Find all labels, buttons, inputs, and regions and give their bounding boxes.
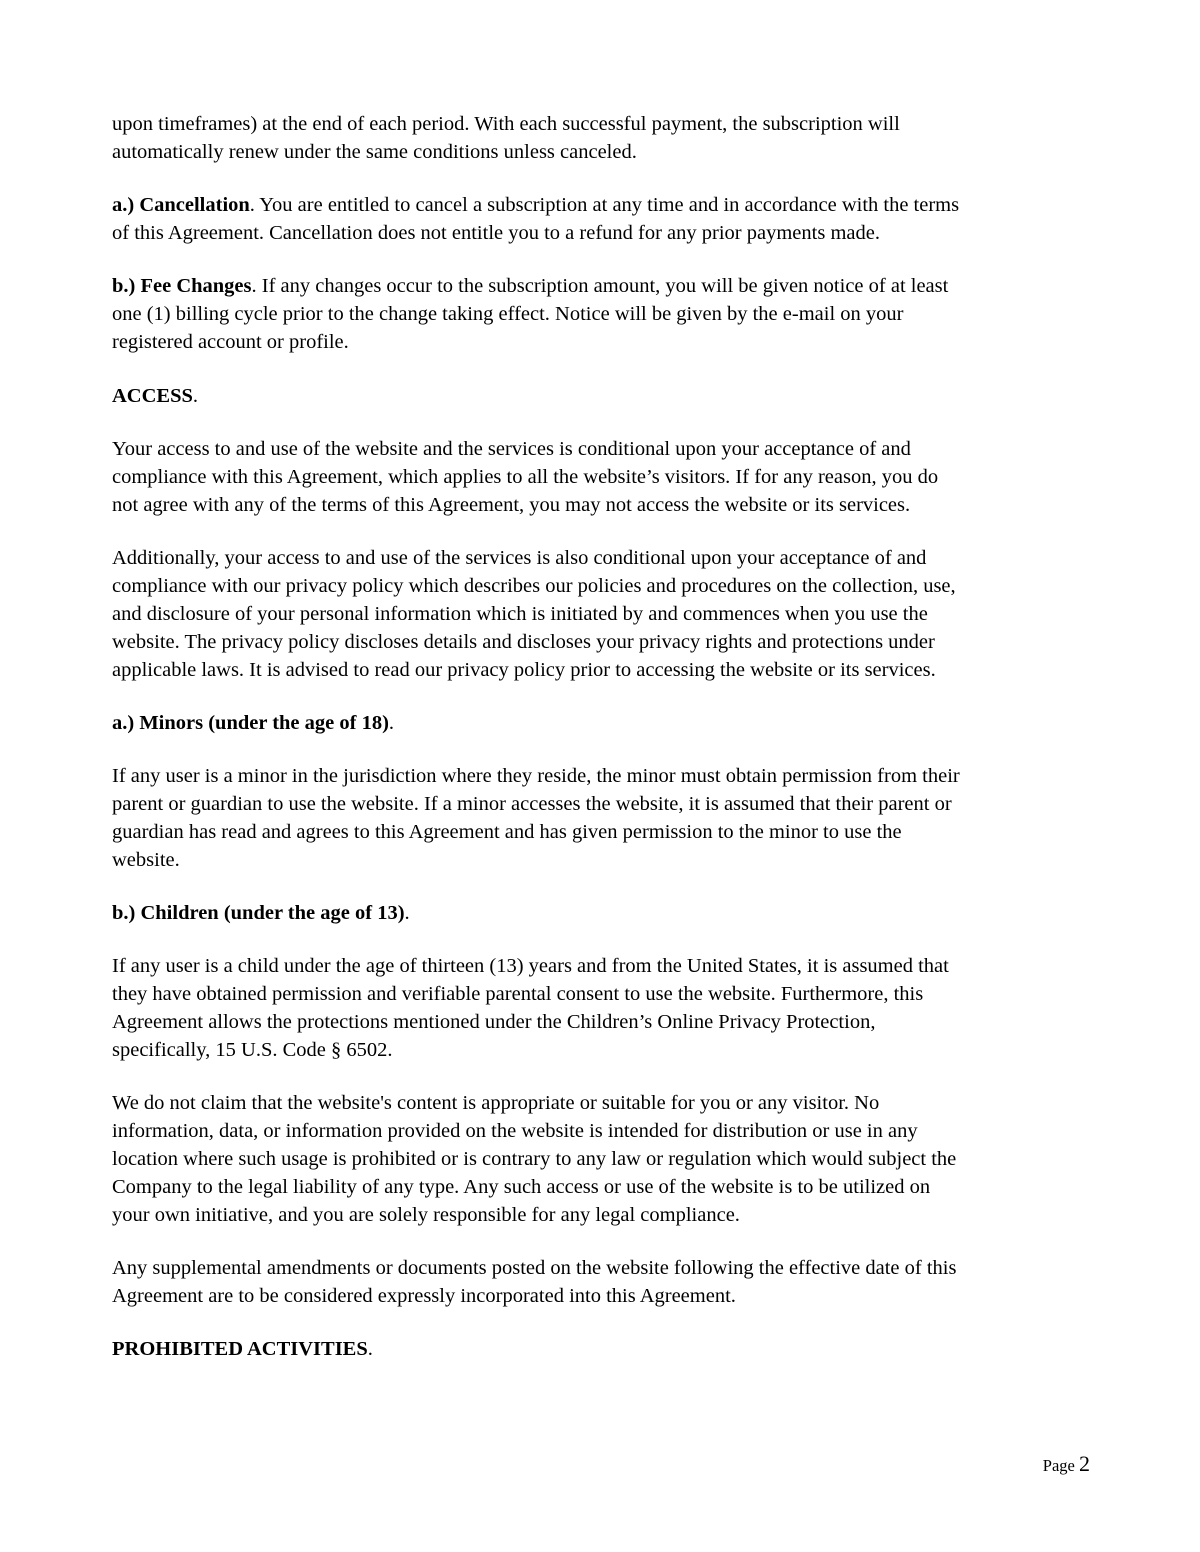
text-line — [112, 300, 1092, 328]
text-line — [112, 138, 1092, 166]
text-run: specifically, 15 U.S. Code § 6502. — [112, 1039, 393, 1061]
text-line — [112, 709, 1092, 737]
text-line — [112, 952, 1092, 980]
text-run: If any user is a minor in the jurisdiction where they reside, the minor must obtain permission from their — [112, 765, 960, 787]
text-line — [112, 1145, 1092, 1173]
text-run: of this Agreement. Cancellation does not entitle you to a refund for any prior payments made. — [112, 222, 880, 244]
text-line — [112, 463, 1092, 491]
text-run: registered account or profile. — [112, 331, 349, 353]
text-run: . — [388, 712, 395, 734]
paragraph-children — [112, 952, 1092, 1064]
text-line — [112, 1008, 1092, 1036]
text-run: and disclosure of your personal information which is initiated by and commences when you use the — [112, 603, 928, 625]
text-line — [112, 899, 1092, 927]
text-line — [112, 272, 1092, 300]
heading-children — [112, 899, 1092, 927]
text-run: not agree with any of the terms of this Agreement, you may not access the website or its services. — [112, 494, 911, 516]
text-line — [112, 1282, 1092, 1310]
text-run: website. The privacy policy discloses details and discloses your privacy rights and protections under — [112, 631, 935, 653]
text-line — [112, 572, 1092, 600]
text-run: Agreement allows the protections mentioned under the Children’s Online Privacy Protection, — [112, 1011, 876, 1033]
text-run: Additionally, your access to and use of the services is also conditional upon your acceptance of and — [112, 547, 927, 569]
heading-minors — [112, 709, 1092, 737]
heading-prohibited-activities — [112, 1335, 1092, 1363]
text-line — [112, 1335, 1092, 1363]
paragraph-cancellation — [112, 191, 1092, 247]
bold-run: ACCESS — [112, 385, 193, 407]
paragraph-content-disclaimer — [112, 1089, 1092, 1229]
text-run: compliance with our privacy policy which describes our policies and procedures on the collection, use, — [112, 575, 956, 597]
text-line — [112, 656, 1092, 684]
text-line — [112, 762, 1092, 790]
bold-run: PROHIBITED ACTIVITIES — [112, 1338, 368, 1360]
text-run: your own initiative, and you are solely responsible for any legal compliance. — [112, 1204, 740, 1226]
text-line — [112, 328, 1092, 356]
text-run: Any supplemental amendments or documents posted on the website following the effective date of this — [112, 1257, 957, 1279]
document-content — [112, 110, 1092, 1388]
text-line — [112, 219, 1092, 247]
text-line — [112, 1036, 1092, 1064]
text-line — [112, 382, 1092, 410]
text-line — [112, 1201, 1092, 1229]
text-run: . If any changes occur to the subscription amount, you will be given notice of at least — [251, 275, 949, 297]
text-run: Company to the legal liability of any type. Any such access or use of the website is to be utilized on — [112, 1176, 931, 1198]
text-run: one (1) billing cycle prior to the change taking effect. Notice will be given by the e-mail on your — [112, 303, 904, 325]
page-footer — [1043, 1452, 1090, 1478]
bold-run: a.) Cancellation — [112, 194, 250, 216]
text-run: parent or guardian to use the website. If a minor accesses the website, it is assumed that their parent or — [112, 793, 952, 815]
page-footer-number: 2 — [1079, 1451, 1090, 1476]
text-run: Your access to and use of the website and the services is conditional upon your acceptance of and — [112, 438, 911, 460]
text-run: If any user is a child under the age of thirteen (13) years and from the United States, it is assumed that — [112, 955, 949, 977]
text-line — [112, 790, 1092, 818]
text-line — [112, 1089, 1092, 1117]
text-line — [112, 818, 1092, 846]
bold-run: a.) Minors (under the age of 18) — [112, 712, 389, 734]
text-line — [112, 1254, 1092, 1282]
paragraph-minors — [112, 762, 1092, 874]
text-line — [112, 846, 1092, 874]
text-line — [112, 628, 1092, 656]
text-line — [112, 1173, 1092, 1201]
text-run: guardian has read and agrees to this Agreement and has given permission to the minor to use the — [112, 821, 902, 843]
bold-run: b.) Fee Changes — [112, 275, 252, 297]
text-run: We do not claim that the website's content is appropriate or suitable for you or any visitor. No — [112, 1092, 880, 1114]
text-run: location where such usage is prohibited or is contrary to any law or regulation which would subject the — [112, 1148, 957, 1170]
text-line — [112, 600, 1092, 628]
text-run: Agreement are to be considered expressly incorporated into this Agreement. — [112, 1285, 736, 1307]
text-run: applicable laws. It is advised to read our privacy policy prior to accessing the website or its services. — [112, 659, 936, 681]
text-run: . — [367, 1338, 373, 1360]
paragraph-subscription-renewal — [112, 110, 1092, 166]
text-run: upon timeframes) at the end of each period. With each successful payment, the subscription will — [112, 113, 900, 135]
text-line — [112, 491, 1092, 519]
text-run: website. — [112, 849, 180, 871]
text-run: compliance with this Agreement, which applies to all the website’s visitors. If for any reason, you do — [112, 466, 939, 488]
paragraph-fee-changes — [112, 272, 1092, 356]
text-line — [112, 980, 1092, 1008]
paragraph-access-terms — [112, 435, 1092, 519]
page-footer-label: Page — [1042, 1456, 1079, 1475]
paragraph-privacy-policy — [112, 544, 1092, 684]
text-line — [112, 1117, 1092, 1145]
text-run: information, data, or information provided on the website is intended for distribution or use in any — [112, 1120, 918, 1142]
bold-run: b.) Children (under the age of 13) — [112, 902, 405, 924]
text-line — [112, 435, 1092, 463]
text-run: . — [192, 385, 199, 407]
text-run: automatically renew under the same conditions unless canceled. — [112, 141, 637, 163]
text-run: . You are entitled to cancel a subscription at any time and in accordance with the terms — [249, 194, 960, 216]
text-run: . — [404, 902, 410, 924]
text-line — [112, 191, 1092, 219]
text-line — [112, 110, 1092, 138]
paragraph-supplemental-amendments — [112, 1254, 1092, 1310]
text-line — [112, 544, 1092, 572]
heading-access — [112, 382, 1092, 410]
text-run: they have obtained permission and verifiable parental consent to use the website. Furthermore, this — [112, 983, 924, 1005]
